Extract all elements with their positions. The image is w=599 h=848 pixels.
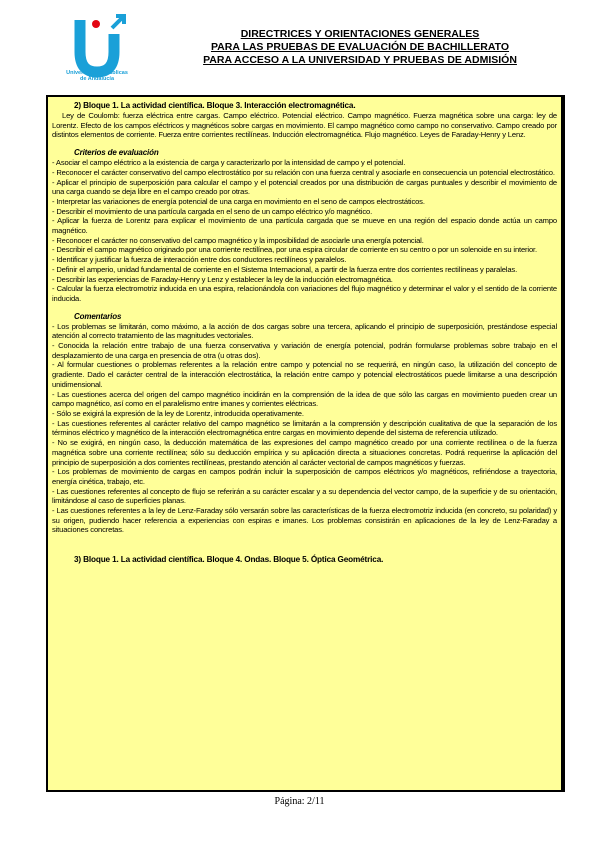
document-header xyxy=(150,28,570,67)
comentario-item: - Las cuestiones referentes a la ley de Lenz-Faraday sólo versarán sobre las características de la fuerza electromotriz inducida (en concreto, su polaridad) y su origen, pudiendo hacer referencia a experiencias con espiras e imanes. Los problemas consistirán en aplicaciones de la ley de Lenz-Faraday a situaciones concretas. xyxy=(52,506,557,535)
logo-line1: Universidades Públicas xyxy=(66,70,128,76)
comentario-item: - Las cuestiones referentes al concepto de flujo se referirán a su carácter escalar y a su dependencia del vector campo, de la superficie y de su orientación, limitándose al caso de superficies planas. xyxy=(52,486,557,506)
criterio-item: - Describir las experiencias de Faraday-Henry y Lenz y establecer la ley de la inducción electromagnética. xyxy=(52,274,393,284)
comentario-item: - Las cuestiones acerca del origen del campo magnético incidirán en la comprensión de la idea de que sólo las cargas en movimiento pueden crear un campo magnético, así como en el paralelismo entre imanes y corrientes eléctricas. xyxy=(52,389,557,409)
header-line1: DIRECTRICES Y ORIENTACIONES GENERALES xyxy=(240,28,480,40)
comentario-item: - Los problemas de movimiento de cargas en campos podrán incluir la superposición de campos eléctricos y/o magnéticos, refiriéndose a trayectoria, energía cinética, trabajo, etc. xyxy=(52,467,557,486)
logo-line2: de Andalucía xyxy=(79,76,115,82)
comentario-item: - Al formular cuestiones o problemas referentes a la relación entre campo y potencial no se requerirá, en ningún caso, la utilización del concepto de gradiente. Dado el carácter central de la interacción electrostática, la relación entre campo y potencial electrostáticos puede limitarse a una descripción unidimensional. xyxy=(52,360,557,389)
criterio-item: - Describir el movimiento de una partícula cargada en el seno de un campo eléctrico y/o magnético. xyxy=(52,206,373,216)
logo-dot xyxy=(92,20,100,28)
comentario-item: - Sólo se exigirá la expresión de la ley de Lorentz, introducida operativamente. xyxy=(52,408,304,418)
section2-title: 2) Bloque 1. La actividad científica. Bloque 3. Interacción electromagnética. xyxy=(74,101,356,110)
criterio-item: - Asociar el campo eléctrico a la existencia de carga y caracterizarlo por la intensidad de campo y el potencial. xyxy=(52,158,406,168)
criterio-item: - Identificar y justificar la fuerza de interacción entre dos conductores rectilíneos y paralelos. xyxy=(52,255,347,265)
criterio-item: - Reconocer el carácter no conservativo del campo magnético y la imposibilidad de asociarle una energía potencial. xyxy=(52,235,424,245)
page-number: Página: 2/11 xyxy=(274,796,325,807)
criterio-item: - Calcular la fuerza electromotriz inducida en una espira, relacionándola con variaciones del flujo magnético y determinar el valor y el sentido de la corriente inducida. xyxy=(52,284,557,303)
comentario-item: - No se exigirá, en ningún caso, la deducción matemática de las expresiones del campo magnético creado por una corriente rectilínea o de la fuerza magnética sobre una corriente rectilínea; sólo su deducción empírica y su aplicación directa a situaciones concretas. Podrá requerirse la aplicación del principio de superposición a dos corrientes rectilíneas, prestando atención al carácter vectorial de campos magnéticos y fuerzas. xyxy=(52,438,557,467)
comentario-item: - Los problemas se limitarán, como máximo, a la acción de dos cargas sobre una tercera, aplicando el principio de superposición, prestándose especial atención al correcto tratamiento de las magnitudes vectoriales. xyxy=(52,321,557,341)
comentario-item: - Las cuestiones referentes al carácter relativo del campo magnético se limitarán a la comprensión y descripción cualitativa de que la separación de los términos eléctrico y magnético de la interacción electromagnética entre cargas en movimiento depende del sistema de referencia utilizado. xyxy=(52,418,557,438)
header-line2: PARA LAS PRUEBAS DE EVALUACIÓN DE BACHILLERATO xyxy=(210,41,510,53)
content-panel xyxy=(46,95,565,792)
spacer xyxy=(52,535,557,555)
criterio-item: - Definir el amperio, unidad fundamental de corriente en el Sistema Internacional, a partir de la fuerza entre dos corrientes rectilíneas y paralelas. xyxy=(52,264,518,274)
criterio-item: - Aplicar el principio de superposición para calcular el campo y el potencial creados por una distribución de cargas puntuales y describir el movimiento de una carga cuando se deja libre en el campo creado por otras. xyxy=(52,177,557,197)
header-line3: PARA ACCESO A LA UNIVERSIDAD Y PRUEBAS DE ADMISIÓN xyxy=(203,54,517,66)
comentario-item: - Conocida la relación entre trabajo de una fuerza conservativa y variación de energía potencial, podrán formularse problemas sobre trabajo en el desplazamiento de una carga en presencia de otra (u otras dos). xyxy=(52,341,557,360)
criterio-item: - Interpretar las variaciones de energía potencial de una carga en movimiento en el seno de campos electrostáticos. xyxy=(52,196,425,206)
criterio-item: - Reconocer el carácter conservativo del campo electrostático por su relación con una fuerza central y asociarle en consecuencia un potencial electrostático. xyxy=(52,167,555,177)
section3-title: 3) Bloque 1. La actividad científica. Bloque 4. Ondas. Bloque 5. Óptica Geométrica. xyxy=(74,555,384,565)
logo-arrow xyxy=(112,16,124,28)
criterios-title: Criterios de evaluación xyxy=(74,148,159,158)
comentarios-title: Comentarios xyxy=(74,311,122,321)
criterio-item: - Aplicar la fuerza de Lorentz para explicar el movimiento de una partícula cargada que se mueve en una región del espacio donde actúa un campo magnético. xyxy=(52,216,557,236)
criterio-item: - Describir el campo magnético originado por una corriente rectilínea, por una espira circular de corriente en su centro o por un solenoide en su interior. xyxy=(52,245,537,255)
section2-intro: Ley de Coulomb: fuerza eléctrica entre cargas. Campo eléctrico. Potencial eléctrico. Campo magnético. Fuerza magnética sobre una carga: ley de Lorentz. Efecto de los campos eléctricos y magnéticos sobre cargas en movimiento. El campo magnético como campo no conservativo. Campo creado por distintos elementos de corriente. Fuerza entre corrientes rectilíneas. Inducción electromagnética. Flujo magnético. Leyes de Faraday-Henry y Lenz. xyxy=(52,111,557,140)
logo-text xyxy=(52,70,142,82)
